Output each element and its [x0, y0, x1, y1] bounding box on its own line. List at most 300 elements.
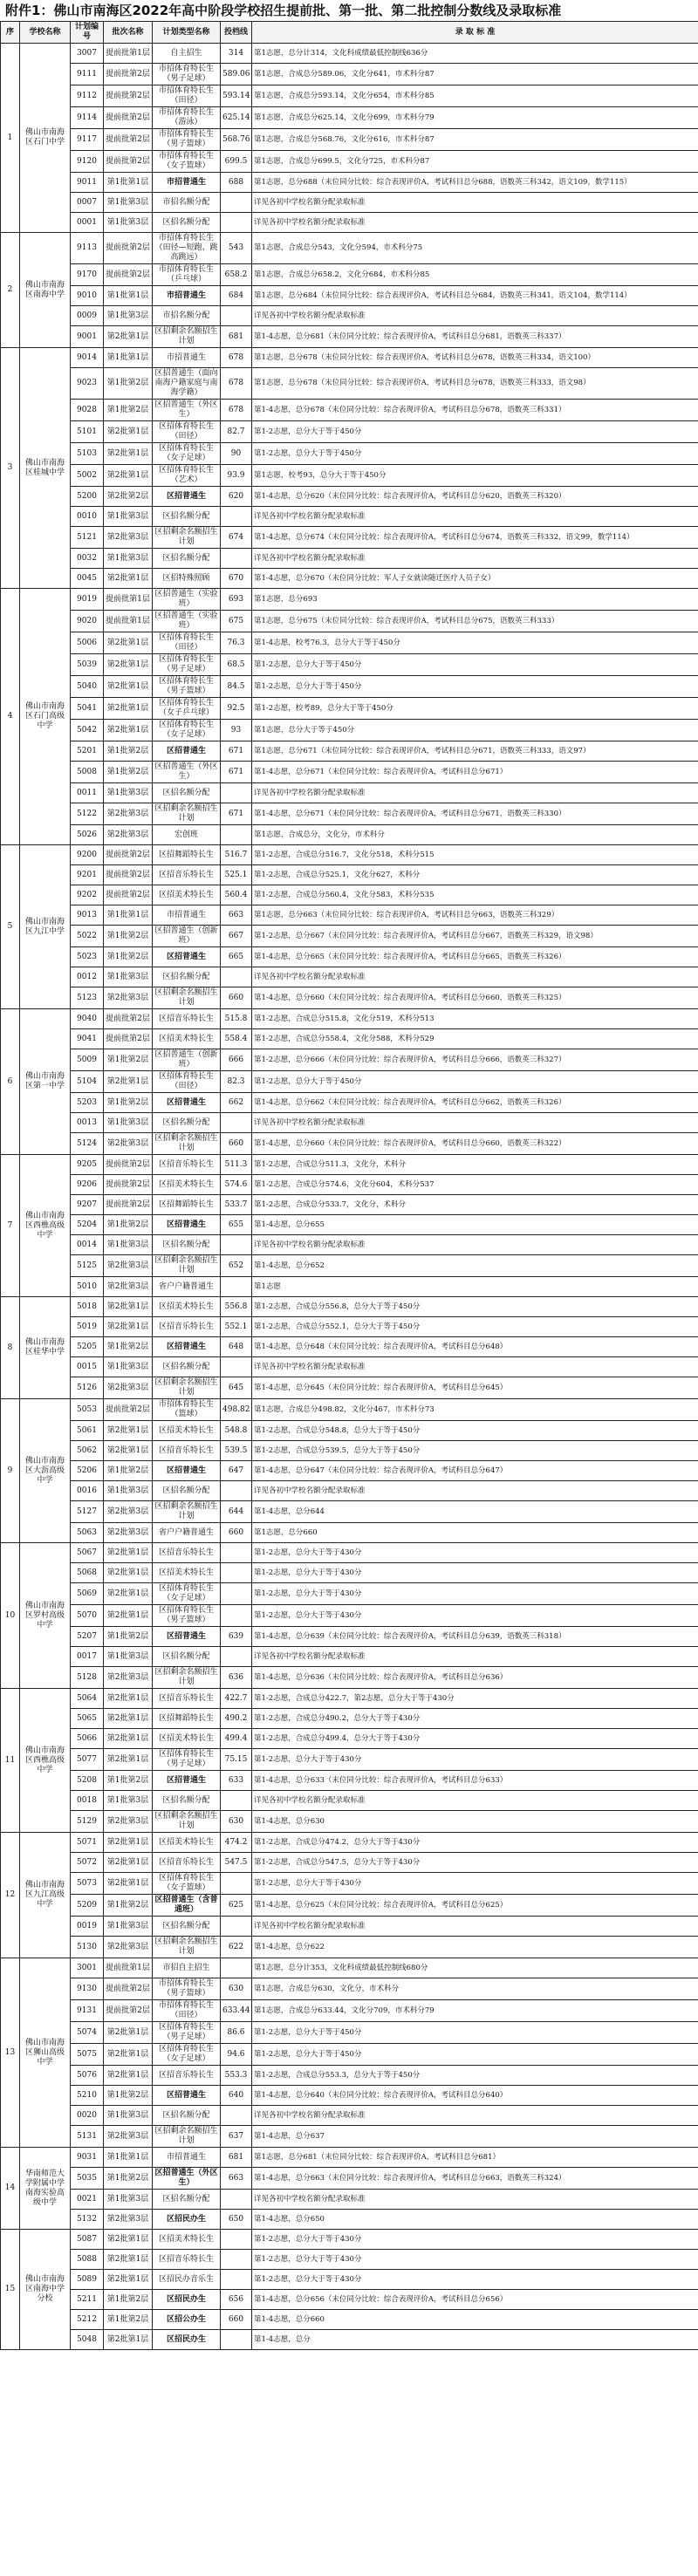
admission-criteria: 第1-2志愿，总分大于等于450分	[252, 2022, 698, 2044]
table-row	[1, 1441, 698, 1461]
cutoff-score: 630	[221, 1811, 252, 1833]
admission-criteria: 第1志愿，总分计314，文化科成绩最低控制线636分	[252, 44, 698, 64]
table-row	[1, 421, 698, 443]
plan-type: 区招名额分配	[153, 783, 221, 803]
admission-criteria: 详见各初中学校名额分配录取标准	[252, 507, 698, 527]
plan-code: 9207	[71, 1195, 104, 1215]
plan-type: 区招普通生	[153, 1093, 221, 1113]
school-index: 10	[1, 1543, 20, 1689]
table-row	[1, 803, 698, 825]
plan-code: 9205	[71, 1155, 104, 1175]
batch-name: 第1批第3层	[104, 507, 153, 527]
plan-type: 区招民办生	[153, 2210, 221, 2230]
admission-criteria: 第1志愿，总分大于等于450分	[252, 720, 698, 741]
batch-name: 第2批第1层	[104, 2230, 153, 2250]
batch-name: 第2批第1层	[104, 326, 153, 348]
header-batch: 批次名称	[104, 22, 153, 44]
batch-name: 第2批第3层	[104, 1255, 153, 1277]
table-row	[1, 1337, 698, 1357]
admission-criteria: 第1志愿，总分681（末位同分比较：综合表现评价A，考试科目总分681）	[252, 2148, 698, 2168]
table-row	[1, 2330, 698, 2350]
table-row	[1, 173, 698, 193]
admission-criteria: 第1志愿，总分660	[252, 1523, 698, 1543]
admission-criteria: 第1志愿，总分678（末位同分比较：综合表现评价A，考试科目总分678，语数英三科333，语文98）	[252, 368, 698, 400]
plan-code: 0032	[71, 549, 104, 569]
plan-code: 5125	[71, 1255, 104, 1277]
table-row	[1, 368, 698, 400]
plan-type: 区招体育特长生（女子足球）	[153, 720, 221, 741]
school-index: 3	[1, 348, 20, 589]
table-row	[1, 1317, 698, 1337]
plan-code: 3001	[71, 1958, 104, 1978]
admission-criteria: 第1-4志愿，总分662（末位同分比较：综合表现评价A，考试科目总分662，语数英三科326）	[252, 1093, 698, 1113]
batch-name: 第2批第1层	[104, 1421, 153, 1441]
cutoff-score: 93.9	[221, 465, 252, 487]
plan-type: 区招音乐特长生	[153, 1543, 221, 1563]
table-row	[1, 2190, 698, 2210]
cutoff-score: 674	[221, 527, 252, 549]
table-row	[1, 611, 698, 632]
admission-criteria: 第1-4志愿，总分640（末位同分比较：综合表现评价A，考试科目总分640）	[252, 2086, 698, 2106]
batch-name: 第2批第3层	[104, 1667, 153, 1689]
batch-name: 提前批第2层	[104, 129, 153, 151]
batch-name: 第2批第1层	[104, 632, 153, 654]
plan-code: 5065	[71, 1709, 104, 1729]
plan-code: 5053	[71, 1399, 104, 1421]
table-row	[1, 1049, 698, 1071]
plan-code: 5087	[71, 2230, 104, 2250]
plan-type: 区招普通生（实验班）	[153, 589, 221, 611]
table-row	[1, 1009, 698, 1029]
table-row	[1, 233, 698, 264]
admission-criteria: 详见各初中学校名额分配录取标准	[252, 306, 698, 326]
plan-code: 0010	[71, 507, 104, 527]
table-row	[1, 1399, 698, 1421]
table-header-row	[1, 22, 698, 44]
admission-criteria: 第1志愿，总分678（末位同分比较：综合表现评价A，考试科目总分678，语数英三科334，语文100）	[252, 348, 698, 368]
table-row	[1, 2290, 698, 2310]
batch-name: 第1批第2层	[104, 926, 153, 947]
batch-name: 第2批第1层	[104, 443, 153, 465]
school-name: 佛山市南海区第一中学	[20, 1009, 71, 1155]
plan-code: 5006	[71, 632, 104, 654]
table-row	[1, 487, 698, 507]
school-index: 2	[1, 233, 20, 348]
admission-criteria: 第1-4志愿，校考76.3，总分大于等于450分	[252, 632, 698, 654]
cutoff-score	[221, 507, 252, 527]
table-row	[1, 264, 698, 286]
admission-criteria: 第1-4志愿，总分671（末位同分比较：综合表现评价A，考试科目总分671）	[252, 762, 698, 783]
plan-type: 市招体育特长生（女子篮球）	[153, 151, 221, 173]
batch-name: 第2批第3层	[104, 527, 153, 549]
header-plan-type: 计划类型名称	[153, 22, 221, 44]
table-row	[1, 1937, 698, 1958]
admission-criteria: 第1-4志愿，总分630	[252, 1811, 698, 1833]
batch-name: 第1批第2层	[104, 1093, 153, 1113]
plan-code: 5042	[71, 720, 104, 741]
plan-code: 5203	[71, 1093, 104, 1113]
admission-criteria: 第1-4志愿，总分637	[252, 2126, 698, 2148]
plan-type: 市招名额分配	[153, 193, 221, 213]
batch-name: 第1批第2层	[104, 741, 153, 762]
plan-type: 区招美术特长生	[153, 885, 221, 905]
table-row	[1, 762, 698, 783]
cutoff-score: 655	[221, 1215, 252, 1235]
plan-code: 9028	[71, 400, 104, 421]
plan-type: 区招体育特长生（田径）	[153, 632, 221, 654]
admission-criteria: 第1-2志愿，合成总分516.7，文化分518，术科分515	[252, 845, 698, 865]
plan-type: 区招普通生	[153, 947, 221, 967]
cutoff-score: 666	[221, 1049, 252, 1071]
plan-type: 市招体育特长生（男子足球）	[153, 64, 221, 85]
cutoff-score: 515.8	[221, 1009, 252, 1029]
batch-name: 第2批第2层	[104, 487, 153, 507]
plan-type: 区招舞蹈特长生	[153, 1709, 221, 1729]
plan-type: 区招名额分配	[153, 1917, 221, 1937]
batch-name: 第2批第1层	[104, 2044, 153, 2066]
plan-code: 5122	[71, 803, 104, 825]
batch-name: 提前批第2层	[104, 865, 153, 885]
plan-type: 区招名额分配	[153, 213, 221, 233]
admission-criteria: 详见各初中学校名额分配录取标准	[252, 967, 698, 987]
batch-name: 提前批第2层	[104, 1195, 153, 1215]
plan-code: 0013	[71, 1113, 104, 1133]
plan-code: 5121	[71, 527, 104, 549]
batch-name: 第1批第3层	[104, 2106, 153, 2126]
plan-code: 5205	[71, 1337, 104, 1357]
table-row	[1, 2210, 698, 2230]
cutoff-score	[221, 1958, 252, 1978]
plan-code: 9117	[71, 129, 104, 151]
plan-code: 5104	[71, 1071, 104, 1093]
cutoff-score: 678	[221, 400, 252, 421]
batch-name: 第2批第1层	[104, 2250, 153, 2270]
admission-criteria: 第1-2志愿，总分大于等于430分	[252, 2230, 698, 2250]
admission-criteria: 第1-2志愿，合成总分553.3，总分大于等于450分	[252, 2066, 698, 2086]
batch-name: 提前批第2层	[104, 264, 153, 286]
admission-criteria: 第1-2志愿，校考89，总分大于等于450分	[252, 698, 698, 720]
batch-name: 第2批第1层	[104, 676, 153, 698]
plan-code: 5002	[71, 465, 104, 487]
plan-code: 5072	[71, 1853, 104, 1873]
admission-criteria: 第1-4志愿，总分655	[252, 1215, 698, 1235]
plan-type: 区招体育特长生（女子足球）	[153, 443, 221, 465]
school-index: 13	[1, 1958, 20, 2148]
batch-name: 第1批第2层	[104, 1771, 153, 1791]
table-row	[1, 2086, 698, 2106]
batch-name: 第2批第3层	[104, 1523, 153, 1543]
plan-code: 5026	[71, 825, 104, 845]
table-row	[1, 865, 698, 885]
cutoff-score: 671	[221, 803, 252, 825]
batch-name: 提前批第1层	[104, 1958, 153, 1978]
table-row	[1, 1501, 698, 1523]
plan-type: 区招体育特长生（田径）	[153, 421, 221, 443]
admission-criteria: 第1志愿，合成总分633.44，文化分709，市术科分79	[252, 2000, 698, 2022]
batch-name: 第1批第3层	[104, 1481, 153, 1501]
batch-name: 第1批第2层	[104, 2168, 153, 2190]
cutoff-score: 92.5	[221, 698, 252, 720]
cutoff-score	[221, 1357, 252, 1377]
plan-type: 区招普通生（创新班）	[153, 926, 221, 947]
admission-criteria: 第1-4志愿，总分622	[252, 1937, 698, 1958]
table-row	[1, 107, 698, 129]
batch-name: 第2批第1层	[104, 1583, 153, 1605]
table-row	[1, 306, 698, 326]
plan-type: 市招普通生	[153, 286, 221, 306]
plan-type: 宏创班	[153, 825, 221, 845]
admission-criteria: 第1-2志愿，合成总分533.7，文化分，术科分	[252, 1195, 698, 1215]
plan-type: 区招美术特长生	[153, 2230, 221, 2250]
cutoff-score: 86.6	[221, 2022, 252, 2044]
table-row	[1, 326, 698, 348]
table-row	[1, 698, 698, 720]
table-row	[1, 825, 698, 845]
plan-type: 区招体育特长生（男子篮球）	[153, 676, 221, 698]
cutoff-score: 539.5	[221, 1441, 252, 1461]
batch-name: 第1批第2层	[104, 2290, 153, 2310]
batch-name: 第1批第2层	[104, 2310, 153, 2330]
batch-name: 第1批第1层	[104, 173, 153, 193]
plan-code: 5126	[71, 1377, 104, 1399]
plan-type: 区招音乐特长生	[153, 2066, 221, 2086]
cutoff-score	[221, 2250, 252, 2270]
plan-type: 市招普通生	[153, 2148, 221, 2168]
plan-type: 区招体育特长生（女子足球）	[153, 2044, 221, 2066]
batch-name: 提前批第2层	[104, 64, 153, 85]
table-row	[1, 947, 698, 967]
cutoff-score	[221, 1563, 252, 1583]
plan-type: 区招剩余名额招生计划	[153, 1133, 221, 1155]
table-row	[1, 1811, 698, 1833]
admission-criteria: 第1-4志愿，总分656（末位同分比较：综合表现评价A，考试科目总分656）	[252, 2290, 698, 2310]
cutoff-score: 553.3	[221, 2066, 252, 2086]
cutoff-score: 665	[221, 947, 252, 967]
table-row	[1, 1215, 698, 1235]
cutoff-score: 90	[221, 443, 252, 465]
table-row	[1, 926, 698, 947]
plan-type: 区招民办生	[153, 2330, 221, 2350]
table-row	[1, 1175, 698, 1195]
admission-criteria: 第1-2志愿，总分大于等于430分	[252, 1563, 698, 1583]
plan-type: 区招音乐特长生	[153, 1441, 221, 1461]
batch-name: 第1批第3层	[104, 967, 153, 987]
plan-code: 0021	[71, 2190, 104, 2210]
school-name: 佛山市南海区罗村高级中学	[20, 1543, 71, 1689]
table-row	[1, 85, 698, 107]
cutoff-score	[221, 2330, 252, 2350]
batch-name: 第1批第3层	[104, 193, 153, 213]
batch-name: 提前批第2层	[104, 2000, 153, 2022]
table-row	[1, 1155, 698, 1175]
cutoff-score: 684	[221, 286, 252, 306]
admission-criteria: 第1-4志愿，总分625（末位同分比较：综合表现评价A，考试科目总分625）	[252, 1895, 698, 1917]
table-row	[1, 465, 698, 487]
school-name: 华南师范大学附属中学南海实验高级中学	[20, 2148, 71, 2230]
cutoff-score: 648	[221, 1337, 252, 1357]
batch-name: 第1批第2层	[104, 947, 153, 967]
admission-criteria: 第1-2志愿，总分大于等于430分	[252, 2270, 698, 2290]
admission-criteria: 详见各初中学校名额分配录取标准	[252, 2190, 698, 2210]
plan-type: 区招体育特长生（男子足球）	[153, 2022, 221, 2044]
admission-criteria: 第1-2志愿，合成总分474.2，总分大于等于430分	[252, 1833, 698, 1853]
cutoff-score: 671	[221, 741, 252, 762]
batch-name: 第1批第3层	[104, 1113, 153, 1133]
plan-type: 区招名额分配	[153, 507, 221, 527]
plan-type: 区招美术特长生	[153, 1297, 221, 1317]
plan-code: 9131	[71, 2000, 104, 2022]
batch-name: 第2批第1层	[104, 1441, 153, 1461]
admission-criteria: 第1志愿，合成总分658.2，文化分684，市术科分85	[252, 264, 698, 286]
cutoff-score: 93	[221, 720, 252, 741]
plan-code: 9001	[71, 326, 104, 348]
batch-name: 第2批第3层	[104, 1277, 153, 1297]
plan-code: 9111	[71, 64, 104, 85]
plan-type: 区招音乐特长生	[153, 1853, 221, 1873]
admission-criteria: 第1志愿，校考93，总分大于等于450分	[252, 465, 698, 487]
admission-criteria: 第1-4志愿，总分670（末位同分比较：军人子女就读随迁医疗人员子女）	[252, 569, 698, 589]
table-row	[1, 1133, 698, 1155]
cutoff-score: 84.5	[221, 676, 252, 698]
plan-code: 5069	[71, 1583, 104, 1605]
plan-type: 区招音乐特长生	[153, 2250, 221, 2270]
table-row	[1, 549, 698, 569]
table-row	[1, 987, 698, 1009]
plan-code: 5071	[71, 1833, 104, 1853]
admission-criteria: 第1-2志愿，总分大于等于430分	[252, 1873, 698, 1895]
plan-type: 区招音乐特长生	[153, 1009, 221, 1029]
plan-code: 5039	[71, 654, 104, 676]
table-row	[1, 1583, 698, 1605]
table-row	[1, 1481, 698, 1501]
cutoff-score: 699.5	[221, 151, 252, 173]
table-body	[1, 44, 698, 2350]
plan-code: 5075	[71, 2044, 104, 2066]
admission-criteria: 第1-2志愿，合成总分548.8，总分大于等于450分	[252, 1421, 698, 1441]
cutoff-score: 547.5	[221, 1853, 252, 1873]
plan-type: 市招体育特长生（乒乓球）	[153, 264, 221, 286]
plan-code: 5201	[71, 741, 104, 762]
table-row	[1, 1461, 698, 1481]
batch-name: 第2批第1层	[104, 1689, 153, 1709]
table-row	[1, 1729, 698, 1749]
header-criteria: 录 取 标 准	[252, 22, 698, 44]
table-row	[1, 1978, 698, 2000]
plan-code: 0017	[71, 1647, 104, 1667]
admission-criteria: 第1-4志愿，总分645（末位同分比较：综合表现评价A，考试科目总分645）	[252, 1377, 698, 1399]
school-name: 佛山市南海区西樵高级中学	[20, 1155, 71, 1297]
plan-type: 市招自主招生	[153, 1958, 221, 1978]
table-row	[1, 1113, 698, 1133]
cutoff-score: 625	[221, 1895, 252, 1917]
cutoff-score: 560.4	[221, 885, 252, 905]
table-row	[1, 569, 698, 589]
admission-criteria: 第1-4志愿，总分681（末位同分比较：综合表现评价A，考试科目总分681，语数英三科337）	[252, 326, 698, 348]
cutoff-score	[221, 1235, 252, 1255]
batch-name: 第1批第2层	[104, 368, 153, 400]
plan-code: 5062	[71, 1441, 104, 1461]
plan-type: 区招体育特长生（女子乒乓球）	[153, 698, 221, 720]
header-school: 学校名称	[20, 22, 71, 44]
table-row	[1, 1523, 698, 1543]
batch-name: 提前批第2层	[104, 845, 153, 865]
cutoff-score: 663	[221, 905, 252, 926]
table-row	[1, 1195, 698, 1215]
table-row	[1, 632, 698, 654]
cutoff-score: 82.3	[221, 1071, 252, 1093]
batch-name: 第2批第3层	[104, 987, 153, 1009]
plan-type: 区招普通生（外区生）	[153, 400, 221, 421]
plan-code: 9112	[71, 85, 104, 107]
plan-type: 区招普通生（实验班）	[153, 611, 221, 632]
cutoff-score	[221, 193, 252, 213]
table-row	[1, 1771, 698, 1791]
plan-code: 5040	[71, 676, 104, 698]
batch-name: 第1批第1层	[104, 286, 153, 306]
plan-type: 区招剩余名额招生计划	[153, 1937, 221, 1958]
cutoff-score: 68.5	[221, 654, 252, 676]
batch-name: 第1批第3层	[104, 549, 153, 569]
batch-name: 第2批第1层	[104, 654, 153, 676]
admission-criteria: 第1志愿，合成总分589.06，文化分641，市术科分87	[252, 64, 698, 85]
batch-name: 第1批第2层	[104, 1049, 153, 1071]
cutoff-score	[221, 2190, 252, 2210]
batch-name: 第2批第1层	[104, 720, 153, 741]
table-row	[1, 905, 698, 926]
plan-code: 5209	[71, 1895, 104, 1917]
cutoff-score: 543	[221, 233, 252, 264]
admission-criteria: 第1志愿，总分675（末位同分比较：综合表现评价A，考试科目总分675，语数英三科333）	[252, 611, 698, 632]
admission-criteria: 第1-2志愿，总分大于等于430分	[252, 1543, 698, 1563]
cutoff-score: 660	[221, 1133, 252, 1155]
plan-code: 5208	[71, 1771, 104, 1791]
plan-code: 5048	[71, 2330, 104, 2350]
batch-name: 提前批第2层	[104, 1399, 153, 1421]
table-row	[1, 1277, 698, 1297]
school-name: 佛山市南海区西樵高级中学	[20, 1689, 71, 1833]
plan-code: 0018	[71, 1791, 104, 1811]
admission-criteria: 第1-4志愿，总分639（末位同分比较：综合表现评价A，考试科目总分639，语数英三科318）	[252, 1627, 698, 1647]
plan-code: 0020	[71, 2106, 104, 2126]
table-row	[1, 286, 698, 306]
cutoff-score: 422.7	[221, 1689, 252, 1709]
table-row	[1, 1917, 698, 1937]
cutoff-score: 76.3	[221, 632, 252, 654]
admission-criteria: 第1志愿，合成总分699.5，文化分725，市术科分87	[252, 151, 698, 173]
cutoff-score: 94.6	[221, 2044, 252, 2066]
table-row	[1, 2022, 698, 2044]
plan-type: 区招剩余名额招生计划	[153, 527, 221, 549]
admission-criteria: 第1-4志愿，总分620（末位同分比较：综合表现评价A，考试科目总分620，语数英三科320）	[252, 487, 698, 507]
batch-name: 第2批第1层	[104, 2330, 153, 2350]
batch-name: 第1批第2层	[104, 2086, 153, 2106]
plan-type: 区招普通生	[153, 1337, 221, 1357]
plan-type: 区招普通生	[153, 1215, 221, 1235]
batch-name: 第1批第2层	[104, 762, 153, 783]
batch-name: 第2批第1层	[104, 1297, 153, 1317]
plan-code: 9113	[71, 233, 104, 264]
batch-name: 第1批第3层	[104, 1235, 153, 1255]
admission-criteria: 第1-4志愿，总分674（末位同分比较：综合表现评价A，考试科目总分674，语数英三科332，语文99，数学114）	[252, 527, 698, 549]
plan-type: 区招公办生	[153, 2310, 221, 2330]
admission-criteria: 第1-2志愿，合成总分499.4，总分大于等于430分	[252, 1729, 698, 1749]
cutoff-score: 75.15	[221, 1749, 252, 1771]
cutoff-score: 533.7	[221, 1195, 252, 1215]
plan-type: 区招体育特长生（艺术）	[153, 465, 221, 487]
plan-type: 区招体育特长生（男子篮球）	[153, 1605, 221, 1627]
table-row	[1, 1071, 698, 1093]
header-index: 序	[1, 22, 20, 44]
